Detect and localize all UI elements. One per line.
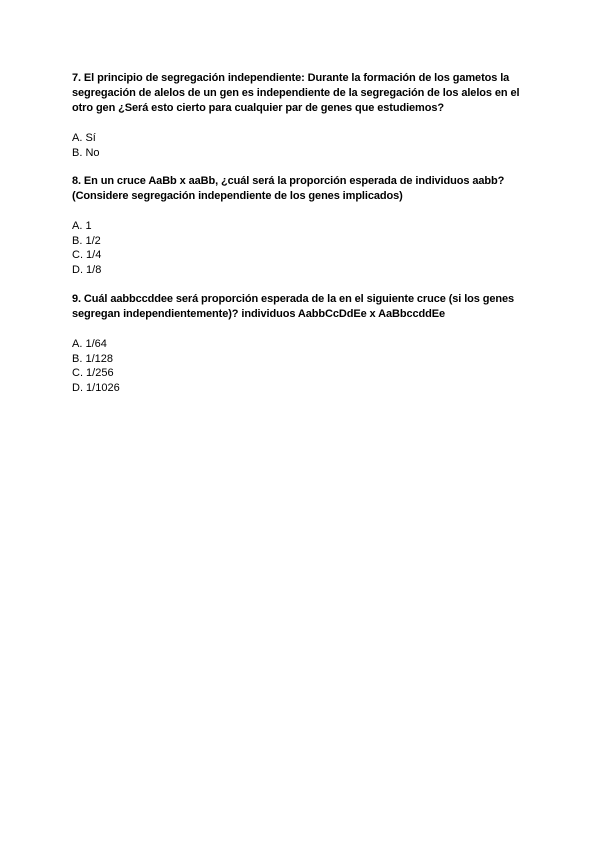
option-d: D. 1/1026 xyxy=(72,381,120,394)
option-a: A. Sí xyxy=(72,132,96,144)
option-list xyxy=(72,337,532,395)
option-list xyxy=(72,219,532,277)
question-9 xyxy=(72,292,532,395)
question-text: 8. En un cruce AaBb x aaBb, ¿cuál será la proporción esperada de individuos aabb? (Considere segregación independiente de los genes implicados) xyxy=(72,175,505,202)
option-a: A. 1 xyxy=(72,220,92,232)
option-c: C. 1/256 xyxy=(72,367,114,379)
option-b: B. 1/128 xyxy=(72,352,113,365)
question-7 xyxy=(72,71,532,160)
option-b: B. 1/2 xyxy=(72,234,101,247)
question-8 xyxy=(72,174,532,277)
question-text: 7. El principio de segregación independiente: Durante la formación de los gametos la segregación de alelos de un gen es independiente de la segregación de los alelos en el otro gen ¿Será esto cierto para cualquier par de genes que estudiemos? xyxy=(72,72,520,114)
option-c: C. 1/4 xyxy=(72,249,102,261)
option-b: B. No xyxy=(72,146,100,159)
option-d: D. 1/8 xyxy=(72,263,102,276)
option-list xyxy=(72,131,532,160)
question-text: 9. Cuál aabbccddee será proporción esperada de la en el siguiente cruce (si los genes segregan independientemente)? individuos AabbCcDdEe x AaBbccddEe xyxy=(72,293,515,320)
option-a: A. 1/64 xyxy=(72,338,107,350)
